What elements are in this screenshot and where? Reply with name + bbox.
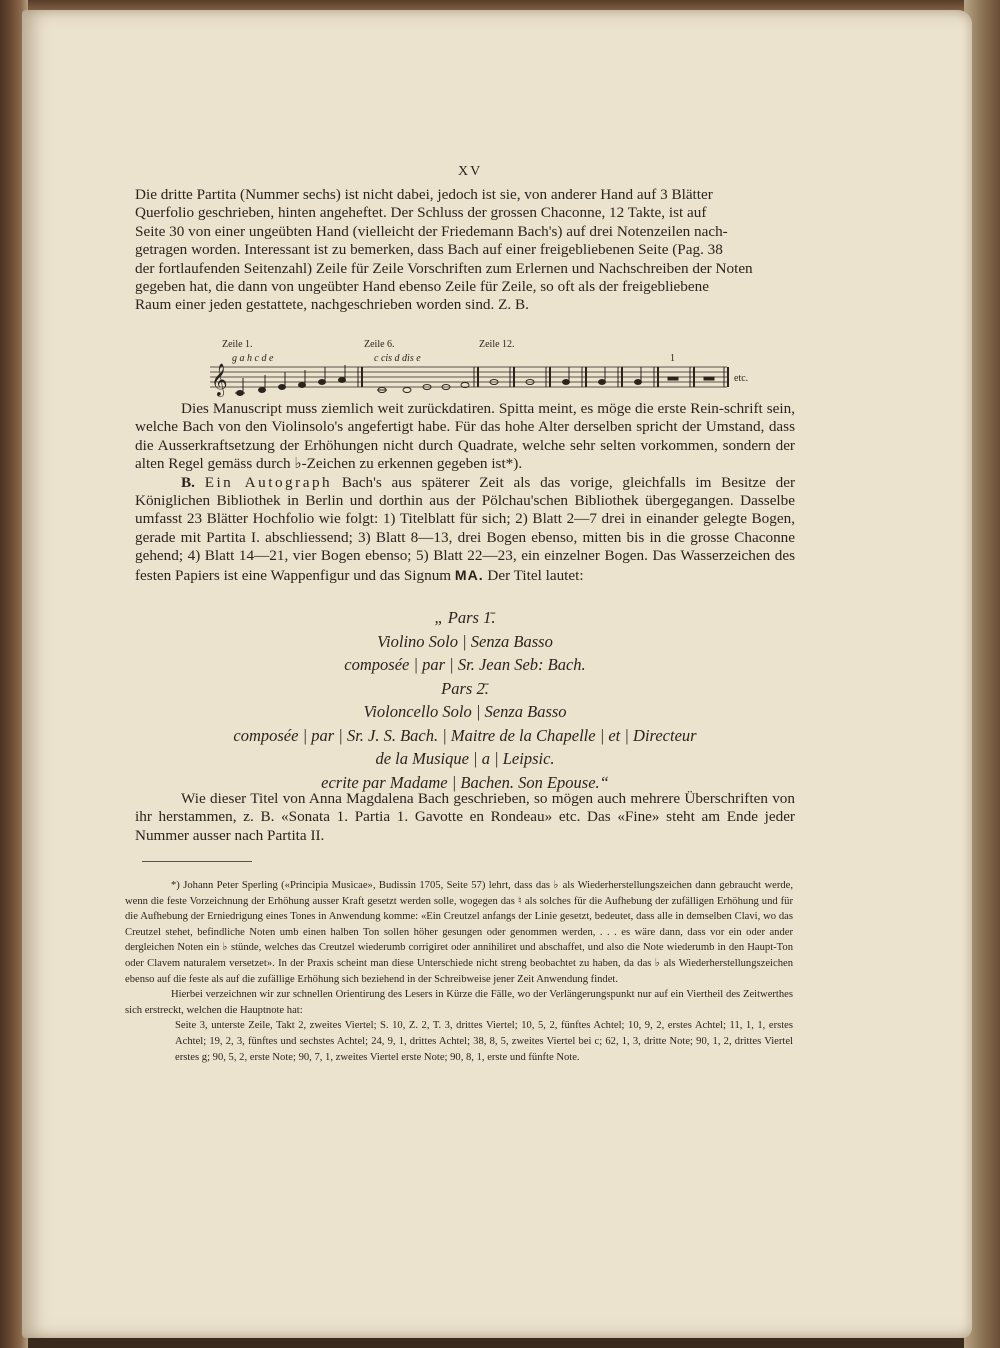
title-line: Violino Solo | Senza Basso <box>377 631 553 651</box>
text-line: gegeben hat, die dann von ungeübter Hand ebenso Zeile für Zeile, so oft als der freigebliebene <box>135 278 709 296</box>
note-names: g a h c d e <box>232 353 274 364</box>
text-line: getragen worden. Interessant ist zu bemerken, dass Bach auf einer freigebliebenen Seite (Pag. 38 <box>135 241 723 259</box>
title-transcription <box>135 606 795 794</box>
zeile-label: Zeile 1. <box>222 339 253 350</box>
treble-clef: 𝄞 <box>211 365 228 396</box>
title-intro: Der Titel lautet: <box>487 566 584 584</box>
note-names: c cis d dis e <box>374 353 421 364</box>
music-example <box>182 337 782 399</box>
footnote-list: Seite 3, unterste Zeile, Takt 2, zweites Viertel; S. 10, Z. 2, T. 3, drittes Viertel; 10, 5, 2, fünftes Achtel; 10, 9, 2, erstes Achtel; 11, 1, 1, erstes Achtel; 19, 2, 3, fünftes und sechstes Achtel; 24, 9, 1, drittes Achtel; 38, 8, 5, zweites Viertel bei c; 62, 1, 3, dritte Note; 90, 1, 2, drittes Viertel erstes g; 90, 5, 2, erste Note; 90, 7, 1, zweites Viertel erste Note; 90, 8, 1, erste und fünfte Note. <box>175 1020 793 1063</box>
paragraph-manuscript <box>135 400 795 585</box>
text-line: der fortlaufenden Seitenzahl) Zeile für Zeile Vorschriften zum Erlernen und Nachschreiben der Noten <box>135 259 753 277</box>
text-line: Querfolio geschrieben, hinten angeheftet. Der Schluss der grossen Chaconne, 12 Takte, ist auf <box>135 204 707 222</box>
footnote-rule <box>142 861 252 862</box>
page-number: XV <box>458 164 483 179</box>
zeile-label: Zeile 12. <box>479 339 515 350</box>
signum-ma: MA. <box>454 566 484 583</box>
title-line: Violoncello Solo | Senza Basso <box>363 702 567 721</box>
title-line: Pars 2̄. <box>441 678 489 698</box>
paragraph-text: Wie dieser Titel von Anna Magdalena Bach geschrieben, so mögen auch mehrere Überschriften von ihr herstammen, z. B. «Sonata 1. Partia 1. Gavotte en Rondeau» etc. Das «Fine» steht am Ende jeder Nummer ausser nach Partita II. <box>135 790 795 844</box>
footnote-para: *) Johann Peter Sperling («Principia Musicae», Budissin 1705, Seite 57) lehrt, dass das ♭ als Wiederherstellungszeichen dann gebraucht werde, wenn die feste Vorzeichnung der Erhöhung ausser Kraft gesetzt werden solle, wogegen das ♮ als solches für die Aufhebung der zufälligen Erhöhung und für die Aufhebung der Erniedrigung eines Tones in Anwendung komme: «Ein Creutzel anfangs der Linie gesetzt, bedeutet, dass alle in demselben Clavi, wo das Creutzel stehet, befindliche Noten umb einen halben Ton sollen höher gesungen oder genommen werden, . . . es wäre dann, dass vor ein oder ander dergleichen Noten ein ♭ stünde, welches das Creutzel wiederumb corrigiret oder annihiliret und abschaffet, und also die Note wiederumb in den Haupt-Ton oder Clavem naturalem versetzet». In der Praxis scheint man diese Unterschiede nicht streng beobachtet zu haben, da das ♭ als Wiederherstellungszeichen ebenso auf die feste als auf die zufällige Erhöhung sich beziehend in der Schreibweise jener Zeit Anwendung findet. <box>125 880 793 985</box>
footnote <box>125 878 793 1065</box>
paragraph-autograph <box>135 474 795 585</box>
zeile-label: Zeile 6. <box>364 339 395 350</box>
section-label-b: B. <box>181 473 195 491</box>
title-line: composée | par | Sr. Jean Seb: Bach. <box>344 655 586 674</box>
measure-number: 1 <box>670 353 675 364</box>
text-line: Seite 30 von einer ungeübten Hand (vielleicht der Friedemann Bach's) auf drei Notenzeilen nach- <box>135 222 728 240</box>
autograph-term: Ein Autograph <box>204 473 333 491</box>
book-page <box>22 10 972 1338</box>
text-line: Die dritte Partita (Nummer sechs) ist nicht dabei, jedoch ist sie, von anderer Hand auf 3 Blätter <box>135 186 713 203</box>
etc-label: etc. <box>734 373 749 384</box>
paragraph-dating: Dies Manuscript muss ziemlich weit zurückdatiren. Spitta meint, es möge die erste Rein-schrift sein, welche Bach von den Violinsolo's angefertigt habe. Für das hohe Alter derselben spricht der Umstand, dass die Ausserkraftsetzung der Erhöhungen nicht durch Quadrate, welche sehr selten vorkommen, sondern der alten Regel gemäss durch ♭-Zeichen zu erkennen gegeben ist*). <box>135 400 795 473</box>
title-line: composée | par | Sr. J. S. Bach. | Maitre de la Chapelle | et | Directeur <box>233 725 697 745</box>
title-line: ecrite par Madame | Bachen. Son Epouse.“ <box>321 772 609 792</box>
title-line: „ Pars 1̄. <box>434 608 496 627</box>
paragraph-magdalena <box>135 790 795 845</box>
title-line: de la Musique | a | Leipsic. <box>375 749 555 768</box>
footnote-para: Hierbei verzeichnen wir zur schnellen Orientirung des Lesers in Kürze die Fälle, wo der Verlängerungspunkt nur auf ein Viertheil des Zeitwerthes sich erstreckt, welchen die Hauptnote hat: <box>125 989 793 1016</box>
text-line: Raum einer jeden gestattete, nachgeschrieben worden sind. Z. B. <box>135 296 529 314</box>
autograph-text: Bach's aus späterer Zeit als das vorige, gleichfalls im Besitze der Königlichen Bibliothek in Berlin und dorthin aus der Pölchau'schen Bibliothek übergegangen. Dasselbe umfasst 23 Blätter Hochfolio wie folgt: 1) Titelblatt für sich; 2) Blatt 2—7 drei in einander gelegte Bogen, gerade mit Partita I. abschliessend; 3) Blatt 8—13, drei Bogen ebenso, mitten bis in die grosse Chaconne gehend; 4) Blatt 14—21, vier Bogen ebenso; 5) Blatt 22—23, ein einzelner Bogen. Das Wasserzeichen des festen Papiers ist eine Wappenfigur und das Signum <box>135 473 796 584</box>
paragraph-partita <box>135 186 795 315</box>
